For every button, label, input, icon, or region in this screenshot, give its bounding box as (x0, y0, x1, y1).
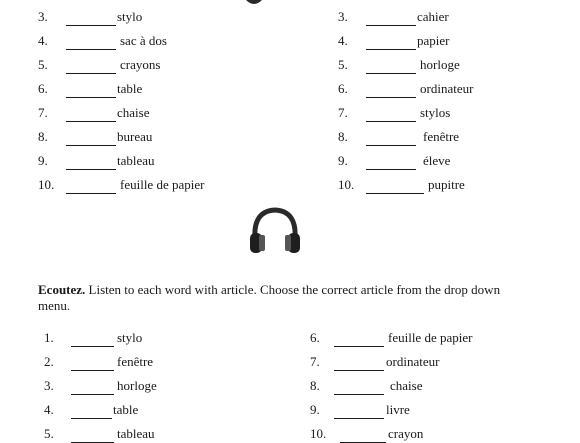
item-number: 7. (338, 105, 348, 120)
instructions-bold: Ecoutez. (38, 282, 86, 297)
item-word: livre (386, 402, 410, 417)
item-word: papier (417, 33, 450, 48)
item-word: feuille de papier (388, 330, 473, 345)
item-word: horloge (117, 378, 157, 393)
article-dropdown[interactable] (334, 401, 384, 419)
answer-blank[interactable] (66, 176, 116, 194)
answer-blank[interactable] (366, 128, 416, 146)
answer-blank[interactable] (66, 56, 116, 74)
item-word: stylo (117, 9, 143, 24)
item-number: 9. (38, 153, 48, 168)
item-number: 8. (338, 129, 348, 144)
item-number: 2. (44, 354, 54, 369)
instructions-text: Listen to each word with article. Choose the correct article from the drop down menu. (38, 282, 501, 313)
headphones-icon (247, 205, 303, 257)
item-word: cahier (417, 9, 449, 24)
item-word: crayon (388, 426, 424, 441)
item-number: 7. (38, 105, 48, 120)
article-dropdown[interactable] (334, 329, 384, 347)
item-number: 8. (38, 129, 48, 144)
item-word: crayons (120, 57, 161, 72)
item-word: éleve (423, 153, 451, 168)
item-word: horloge (420, 57, 460, 72)
item-number: 4. (38, 33, 48, 48)
item-number: 4. (44, 402, 54, 417)
item-number: 10. (310, 426, 327, 441)
item-number: 8. (310, 378, 320, 393)
item-number: 9. (310, 402, 320, 417)
answer-blank[interactable] (366, 104, 416, 122)
device-icon (236, 0, 272, 8)
item-word: tableau (117, 426, 155, 441)
instructions (38, 282, 518, 314)
item-number: 5. (38, 57, 48, 72)
answer-blank[interactable] (66, 152, 116, 170)
answer-blank[interactable] (366, 152, 416, 170)
item-word: bureau (117, 129, 153, 144)
item-word: table (113, 402, 139, 417)
item-word: chaise (117, 105, 150, 120)
article-dropdown[interactable] (334, 377, 384, 395)
article-dropdown[interactable] (71, 353, 114, 371)
item-word: ordinateur (386, 354, 440, 369)
item-word: stylo (117, 330, 143, 345)
answer-blank[interactable] (66, 32, 116, 50)
item-word: fenêtre (423, 129, 460, 144)
item-word: table (117, 81, 143, 96)
answer-blank[interactable] (366, 176, 424, 194)
item-number: 9. (338, 153, 348, 168)
item-number: 1. (44, 330, 54, 345)
answer-blank[interactable] (366, 8, 416, 26)
item-number: 5. (338, 57, 348, 72)
answer-blank[interactable] (66, 104, 116, 122)
article-dropdown[interactable] (334, 353, 384, 371)
item-word: feuille de papier (120, 177, 205, 192)
answer-blank[interactable] (366, 32, 416, 50)
item-number: 7. (310, 354, 320, 369)
article-dropdown[interactable] (71, 377, 114, 395)
item-word: stylos (420, 105, 451, 120)
article-dropdown[interactable] (71, 329, 114, 347)
item-word: fenêtre (117, 354, 154, 369)
answer-blank[interactable] (66, 128, 116, 146)
item-number: 6. (38, 81, 48, 96)
item-number: 4. (338, 33, 348, 48)
answer-blank[interactable] (366, 80, 416, 98)
item-number: 6. (338, 81, 348, 96)
answer-blank[interactable] (366, 56, 416, 74)
item-number: 3. (338, 9, 348, 24)
article-dropdown[interactable] (340, 425, 386, 443)
item-number: 10. (38, 177, 55, 192)
item-number: 6. (310, 330, 320, 345)
item-number: 3. (38, 9, 48, 24)
article-dropdown[interactable] (71, 425, 114, 443)
article-dropdown[interactable] (71, 401, 112, 419)
item-word: sac à dos (120, 33, 167, 48)
item-number: 10. (338, 177, 355, 192)
item-word: chaise (390, 378, 423, 393)
item-word: tableau (117, 153, 155, 168)
item-number: 3. (44, 378, 54, 393)
answer-blank[interactable] (66, 8, 116, 26)
item-number: 5. (44, 426, 54, 441)
item-word: ordinateur (420, 81, 474, 96)
item-word: pupitre (428, 177, 465, 192)
answer-blank[interactable] (66, 80, 116, 98)
